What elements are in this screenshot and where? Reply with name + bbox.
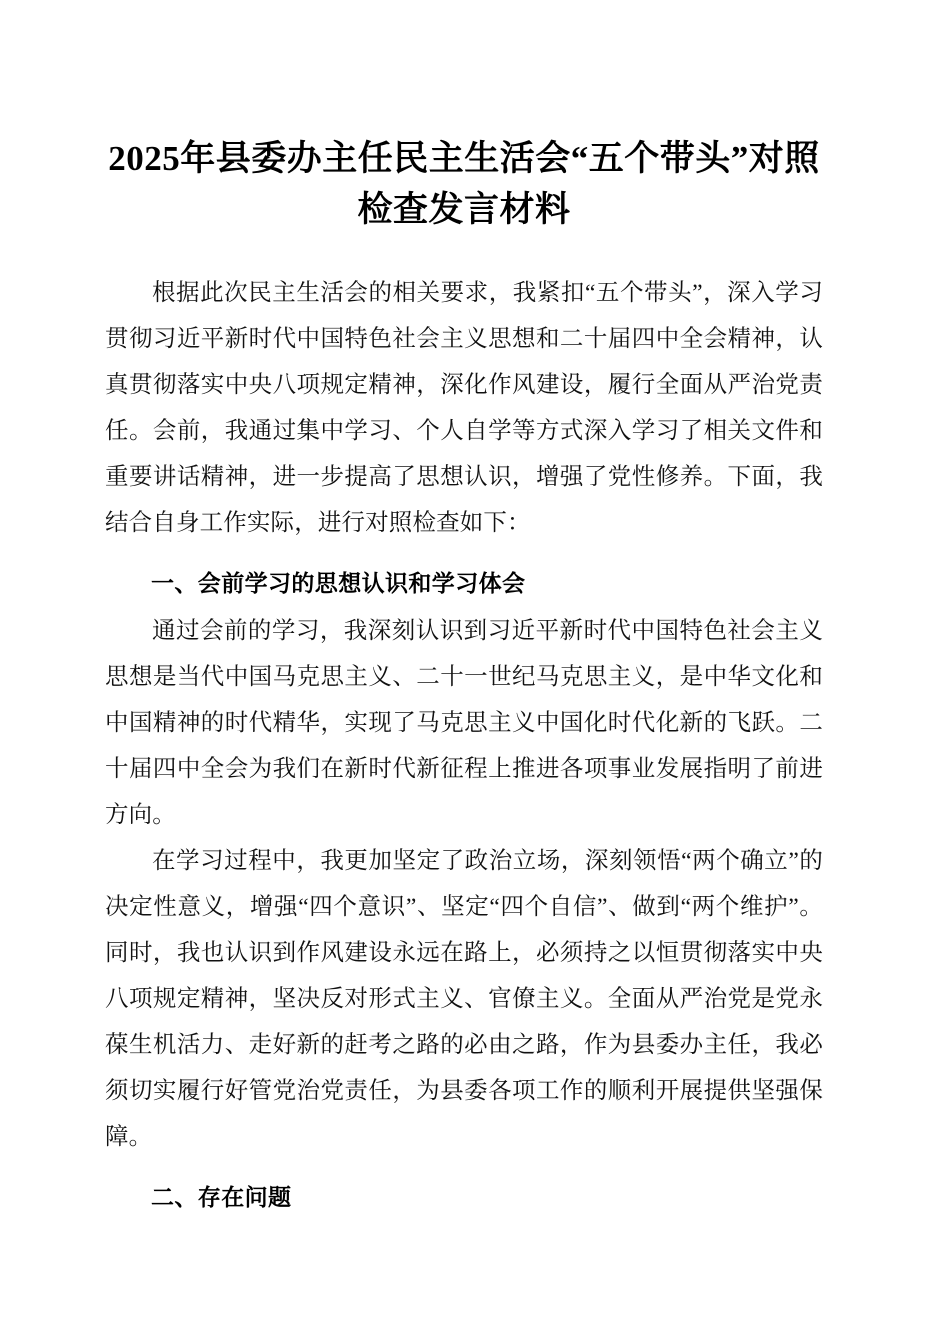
document-body	[105, 0, 823, 1222]
section-one-paragraph-two: 在学习过程中，我更加坚定了政治立场，深刻领悟“两个确立”的决定性意义，增强“四个意识”、坚定“四个自信”、做到“两个维护”。同时，我也认识到作风建设永远在路上，必须持之以恒贯彻落实中央八项规定精神，坚决反对形式主义、官僚主义。全面从严治党是党永葆生机活力、走好新的赶考之路的必由之路，作为县委办主任，我必须切实履行好管党治党责任，为县委各项工作的顺利开展提供坚强保障。	[105, 848, 823, 1150]
page-title: 2025年县委办主任民主生活会“五个带头”对照检查发言材料	[108, 139, 820, 229]
section-heading-two: 二、存在问题	[151, 1184, 292, 1210]
document-content	[105, 270, 823, 1222]
title-body-spacer	[105, 235, 823, 270]
section-heading-one: 一、会前学习的思想认识和学习体会	[151, 570, 526, 596]
opening-paragraph: 根据此次民主生活会的相关要求，我紧扣“五个带头”，深入学习贯彻习近平新时代中国特色社会主义思想和二十届四中全会精神，认真贯彻落实中央八项规定精神，深化作风建设，履行全面从严治党责任。会前，我通过集中学习、个人自学等方式深入学习了相关文件和重要讲话精神，进一步提高了思想认识，增强了党性修养。下面，我结合自身工作实际，进行对照检查如下：	[105, 280, 823, 536]
section-one-paragraph-one: 通过会前的学习，我深刻认识到习近平新时代中国特色社会主义思想是当代中国马克思主义、二十一世纪马克思主义，是中华文化和中国精神的时代精华，实现了马克思主义中国化时代化新的飞跃。二十届四中全会为我们在新时代新征程上推进各项事业发展指明了前进方向。	[105, 618, 823, 828]
